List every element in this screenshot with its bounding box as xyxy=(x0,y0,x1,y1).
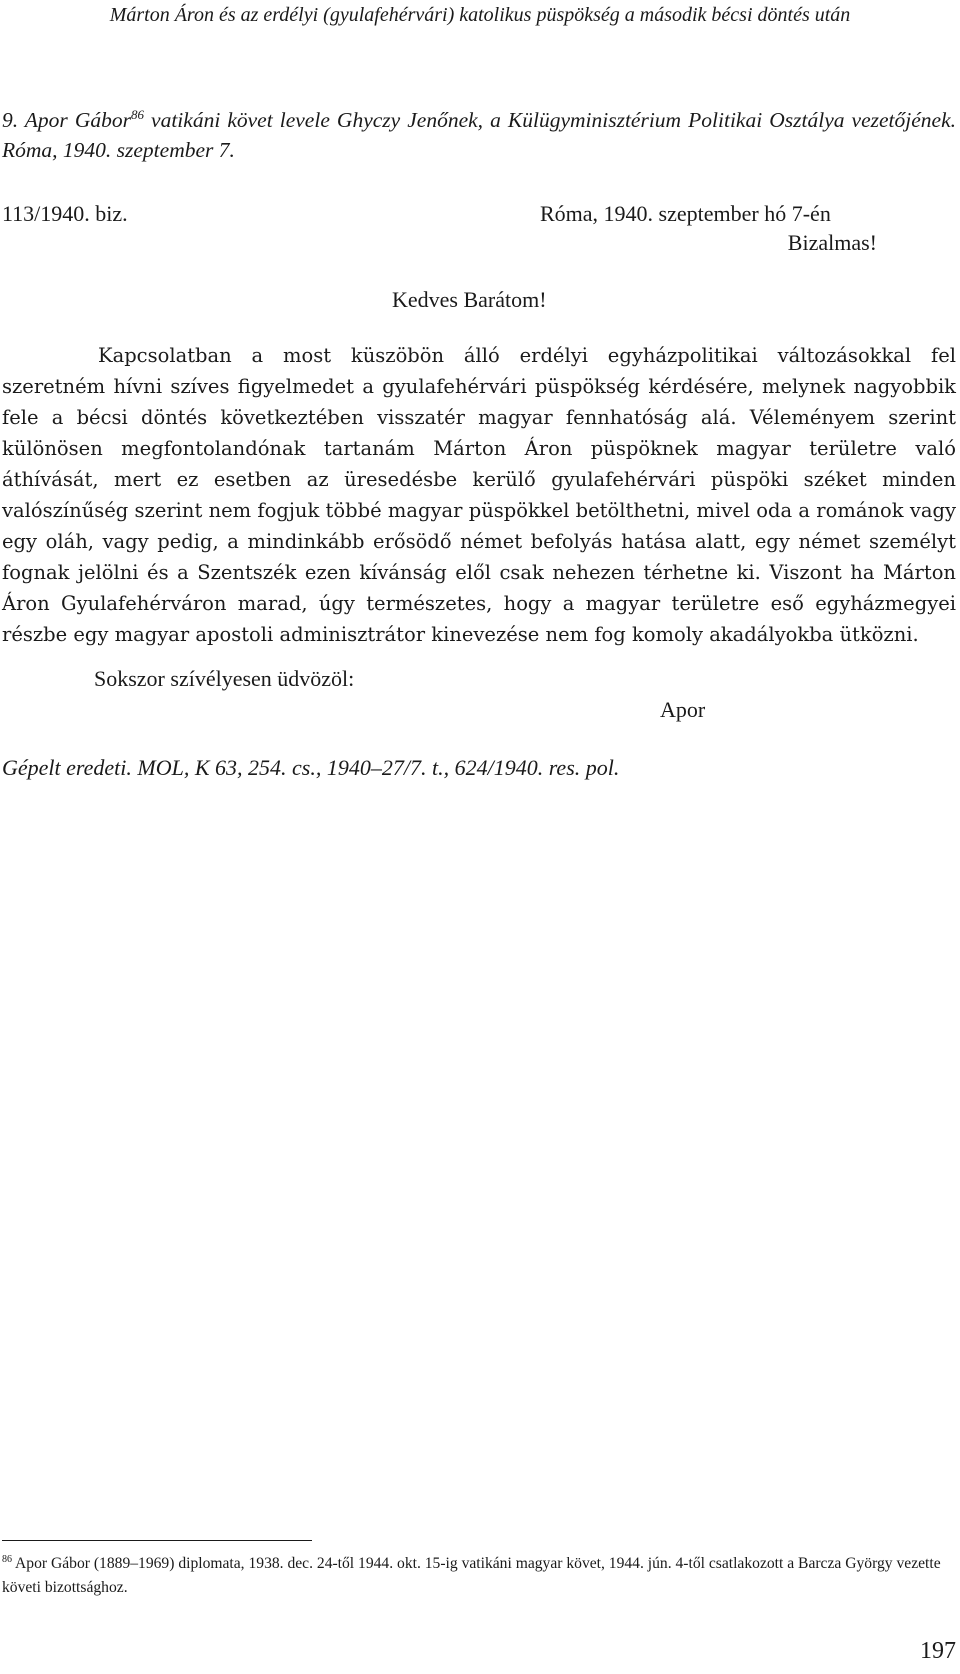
letter-body: Kapcsolatban a most küszöbön álló erdélyi egyházpolitikai változásokkal fel szeretném hívni szíves figyelmedet a gyulafehérvári püspökség kérdésére, melynek nagyobbik fele a bécsi döntés következtében visszatér magyar fennhatóság alá. Véleményem szerint különösen megfontolandónak tartanám Márton Áron püspöknek magyar területre való áthívását, mert ez esetben az üresedésbe kerülő gyulafehérvári püspöki széket minden valószínűség szerint nem fogjuk többé magyar püspökkel betölthetni, mivel oda a románok vagy egy oláh, vagy pedig, a mindinkább erősödő német befolyás hatása alatt, egy német személyt fognak jelölni és a Szentszék ezen kívánság elől csak nehezen térhetne ki. Viszont ha Márton Áron Gyulafehérváron marad, úgy természetes, hogy a magyar területre eső egyházmegyei részbe egy magyar apostoli adminisztrátor kinevezése nem fog komoly akadályokba ütközni. xyxy=(2,344,956,646)
place-and-date: Róma, 1940. szeptember hó 7-én xyxy=(540,201,831,226)
footnote-reference[interactable]: 86 xyxy=(130,106,144,122)
footnote-number: 86 xyxy=(2,1553,12,1565)
footnote-item xyxy=(2,1552,958,1600)
running-header: Márton Áron és az erdélyi (gyulafehérvári) katolikus püspökség a második bécsi döntés után xyxy=(109,4,851,26)
document-title-start: 9. Apor Gábor xyxy=(2,108,131,132)
reference-number: 113/1940. biz. xyxy=(2,201,128,226)
document-title xyxy=(2,105,956,165)
closing-line: Sokszor szívélyesen üdvözöl: xyxy=(94,666,355,691)
page-number: 197 xyxy=(920,1638,956,1664)
salutation: Kedves Barátom! xyxy=(392,287,547,312)
document-title-rest: vatikáni követ levele Ghyczy Jenőnek, a Külügyminisztérium Politikai Osztálya vezetőjének. Róma, 1940. szeptember 7. xyxy=(2,108,956,162)
signature: Apor xyxy=(660,697,706,722)
classification-mark: Bizalmas! xyxy=(787,230,877,255)
footnote-text: Apor Gábor (1889–1969) diplomata, 1938. dec. 24-től 1944. okt. 15-ig vatikáni magyar követ, 1944. jún. 4-től csatlakozott a Barcza György vezette követi bizottsághoz. xyxy=(2,1555,941,1596)
footnote-divider xyxy=(2,1540,312,1541)
source-note: Gépelt eredeti. MOL, K 63, 254. cs., 1940–27/7. t., 624/1940. res. pol. xyxy=(2,755,620,780)
